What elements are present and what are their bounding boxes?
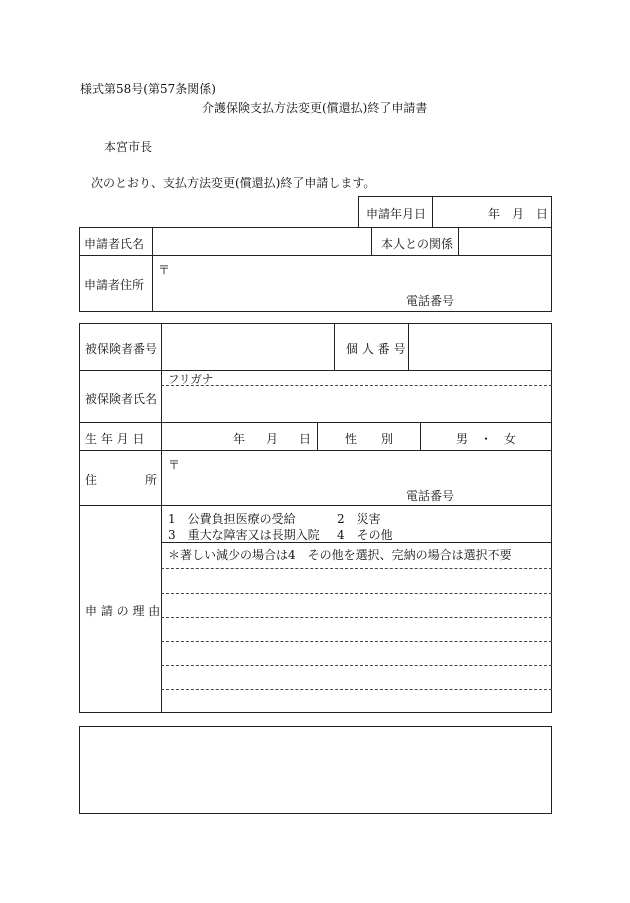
applicant-address-label: 申請者住所	[84, 278, 145, 292]
insured-name-label: 被保険者氏名	[85, 392, 158, 406]
office-use-box[interactable]	[79, 726, 552, 814]
applicant-name-label: 申請者氏名	[84, 237, 145, 251]
furigana-label: フリガナ	[168, 372, 214, 386]
application-date-label: 申請年月日	[366, 207, 427, 221]
application-date-day: 日	[536, 207, 549, 221]
insured-name-field[interactable]	[162, 386, 551, 421]
reason-option-4[interactable]: 4 その他	[337, 528, 393, 542]
relation-label: 本人との関係	[381, 237, 454, 251]
reason-option-1[interactable]: 1 公費負担医療の受給	[168, 512, 296, 526]
reason-option-2[interactable]: 2 災害	[337, 512, 381, 526]
furigana-field[interactable]	[225, 371, 551, 384]
insured-number-field[interactable]	[162, 324, 333, 369]
relation-field[interactable]	[459, 228, 551, 254]
birth-date-label: 生 年 月 日	[85, 432, 145, 446]
reason-option-3[interactable]: 3 重大な障害又は長期入院	[168, 528, 320, 542]
birth-month: 月	[266, 432, 279, 446]
insured-address-field[interactable]	[162, 451, 551, 504]
addressee: 本宮市長	[104, 140, 153, 154]
reason-detail-field[interactable]	[162, 564, 551, 712]
birth-year: 年	[233, 432, 246, 446]
form-number: 様式第58号(第57条関係)	[80, 82, 216, 96]
insured-number-label: 被保険者番号	[85, 342, 158, 356]
personal-number-label: 個 人 番 号	[346, 342, 406, 356]
personal-number-field[interactable]	[409, 324, 551, 369]
insured-phone-label: 電話番号	[406, 489, 455, 503]
intro-text: 次のとおり、支払方法変更(償還払)終了申請します。	[91, 176, 376, 190]
reason-note: ＊著しい減少の場合は4 その他を選択、完納の場合は選択不要	[168, 548, 512, 562]
insured-postal-mark: 〒	[168, 458, 181, 472]
application-date-year: 年	[488, 207, 501, 221]
sex-options[interactable]: 男 ・ 女	[456, 432, 517, 446]
birth-day: 日	[299, 432, 312, 446]
applicant-name-field[interactable]	[153, 228, 370, 254]
insured-address-label: 住 所	[85, 473, 158, 487]
applicant-address-field[interactable]	[153, 256, 551, 310]
reason-label: 申 請 の 理 由	[85, 604, 161, 618]
postal-mark: 〒	[158, 263, 171, 277]
sex-label: 性 別	[345, 432, 394, 446]
form-title: 介護保険支払方法変更(償還払)終了申請書	[202, 101, 428, 115]
application-date-month: 月	[512, 207, 525, 221]
applicant-phone-label: 電話番号	[406, 294, 455, 308]
